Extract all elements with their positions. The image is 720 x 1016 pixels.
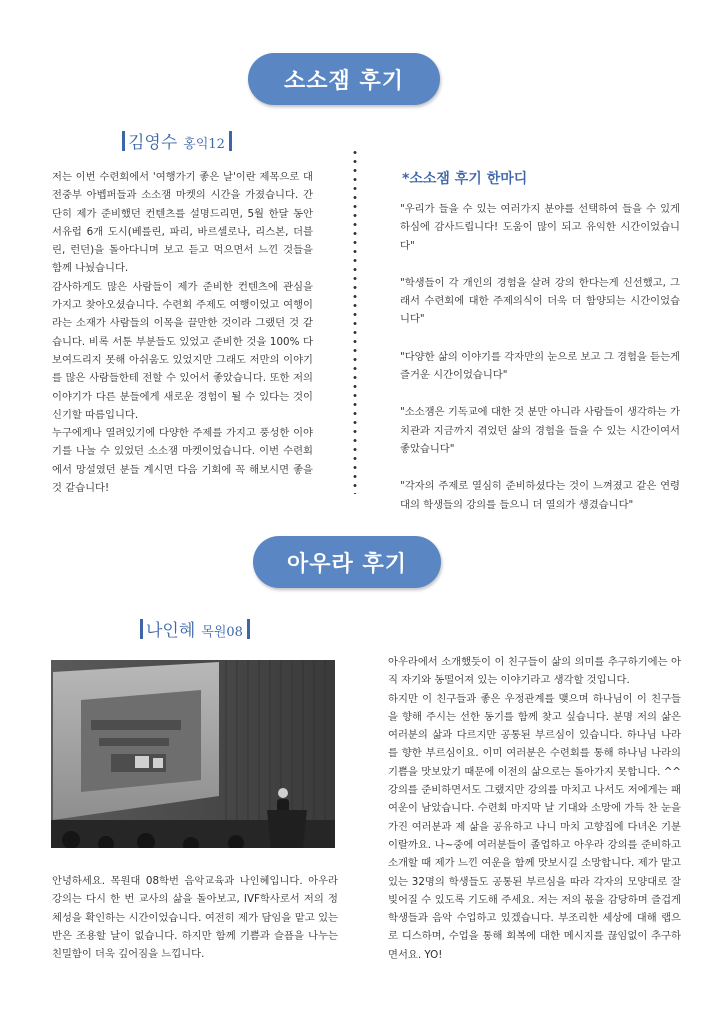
review-text-sosojam	[52, 168, 313, 497]
review-text-aura-right	[388, 653, 681, 964]
review-paragraph: 누구에게나 열려있기에 다양한 주제를 가지고 풍성한 이야기를 나눌 수 있었던 소소잼 마켓이었습니다. 이번 수련회에서 망설였던 분들 계시면 다음 기회에 꼭 해보시면 좋을 것 같습니다!	[52, 427, 313, 495]
section-title-sosojam	[248, 53, 440, 105]
author-bar-left	[122, 131, 125, 151]
section-title-aura	[253, 536, 441, 588]
author-bar-right	[247, 619, 250, 639]
quote-item: "우리가 들을 수 있는 여러가지 분야를 선택하여 들을 수 있게 하심에 감사드립니다! 도움이 많이 되고 유익한 시간이었습니다"	[400, 203, 680, 252]
review-paragraph: 안녕하세요. 목원대 08학번 음악교육과 나인혜입니다. 아우라 강의는 다시 한 번 교사의 삶을 돌아보고, IVF학사로서 저의 정체성을 확인하는 시간이었습니다. 여전히 제가 담임을 맡고 있는 반은 조용할 날이 없습니다. 하지만 함께 기쁨과 슬픔을 나누는 친밀함이 더욱 깊어짐을 느낍니다.	[52, 875, 338, 961]
lecture-photo	[51, 660, 335, 848]
quote-item: "각자의 주제로 열심히 준비하셨다는 것이 느껴졌고 같은 연령대의 학생들의 강의를 들으니 더 열의가 생겼습니다"	[400, 480, 680, 511]
author-name: 나인혜	[146, 621, 196, 641]
section-title-text: 소소잼 후기	[284, 68, 404, 94]
review-paragraph: 감사하게도 많은 사람들이 제가 준비한 컨텐츠에 관심을 가지고 찾아오셨습니다. 수련회 주제도 여행이었고 여행이라는 소재가 사람들의 이목을 끌만한 것이라 그랬던 것 같습니다. 비록 서툰 부분들도 있었고 준비한 것을 100% 다 보여드리지 못해 아쉬움도 있었지만 그래도 저만의 이야기를 많은 사람들한테 전할 수 있어서 좋았습니다. 또한 저의 이야기가 다른 분들에게 새로운 경험이 될 수 있다는 것이 신기할 따름입니다.	[52, 280, 313, 421]
quote-item: "소소잼은 기독교에 대한 것 분만 아니라 사람들이 생각하는 가치관과 지금까지 겪었던 삶의 경험을 들을 수 있는 시간이여서 좋았습니다"	[400, 406, 680, 455]
author-affiliation: 홍익12	[183, 137, 225, 152]
author-bar-right	[229, 131, 232, 151]
dotted-divider	[353, 148, 357, 494]
section-title-text: 아우라 후기	[287, 551, 407, 577]
author-name: 김영수	[128, 133, 178, 153]
lecture-photo-image	[51, 660, 335, 848]
author-bar-left	[140, 619, 143, 639]
review-text-aura-left	[52, 872, 338, 963]
quotes-list	[400, 200, 680, 533]
quote-item: "다양한 삶의 이야기를 각자만의 눈으로 보고 그 경험을 듣는게 즐거운 시간이었습니다"	[400, 350, 680, 382]
review-paragraph: 저는 이번 수련회에서 '여행가기 좋은 날'이란 제목으로 대전중부 아벱퍼들과 소소잼 마켓의 시간을 가졌습니다. 간단히 제가 준비했던 컨텐츠를 설명드리면, 5월 한달 동안 서유럽 6개 도시(베를린, 파리, 바르셀로나, 리스본, 더블린, 런던)을 돌아다니며 보고 듣고 먹으면서 느낀 것들을 함께 나눴습니다.	[52, 171, 313, 275]
author-label	[140, 616, 250, 641]
review-paragraph: 하지만 이 친구들과 좋은 우정관계를 맺으며 하나님이 이 친구들을 향해 주시는 선한 동기를 함께 찾고 싶습니다. 분명 저의 삶은 여러분의 삶과 다르지만 공통된 부르심이 있습니다. 하나님 나라를 향한 부르심이요. 이미 여러분은 수련회를 통해 하나님 나라의 기쁨을 맛보았기 때문에 이전의 삶으로는 돌아가지 못합니다. ^^ 강의를 준비하면서도 그랬지만 강의를 마치고 나서도 저에게는 패여운이 남았습니다. 수련회 마지막 날 기대와 소망에 가득 찬 눈을 가진 여러분과 제 삶을 공유하고 나니 마치 고향집에 다녀온 기분이랄까요. 나~중에 여러분들이 졸업하고 아우라 강의를 준비하고 소개할 때 제가 느낀 여운을 함께 맛보시길 소망합니다. 제가 맡고 있는 32명의 학생들도 공통된 부르심을 따라 각자의 모양대로 잘 빚어질 수 있도록 기도해 주세요. 저는 저의 몫을 감당하며 즐겁게 학생들과 음악 수업하고 있겠습니다. 부조리한 세상에 대해 랩으로 디스하며, 수업을 통해 회복에 대한 메시지를 끊임없이 추구하면서요. YO!	[388, 692, 681, 961]
review-paragraph: 아우라에서 소개했듯이 이 친구들이 삶의 의미를 추구하기에는 아직 자기와 동떨어져 있는 이야기라고 생각할 것입니다.	[388, 656, 681, 687]
quote-item: "학생들이 각 개인의 경험을 살려 강의 한다는게 신선했고, 그래서 수련회에 대한 주제의식이 더욱 더 함양되는 시간이었습니다"	[400, 276, 680, 326]
quotes-heading: *소소잼 후기 한마디	[402, 171, 528, 187]
author-affiliation: 목원08	[201, 625, 243, 640]
author-label	[122, 128, 232, 153]
